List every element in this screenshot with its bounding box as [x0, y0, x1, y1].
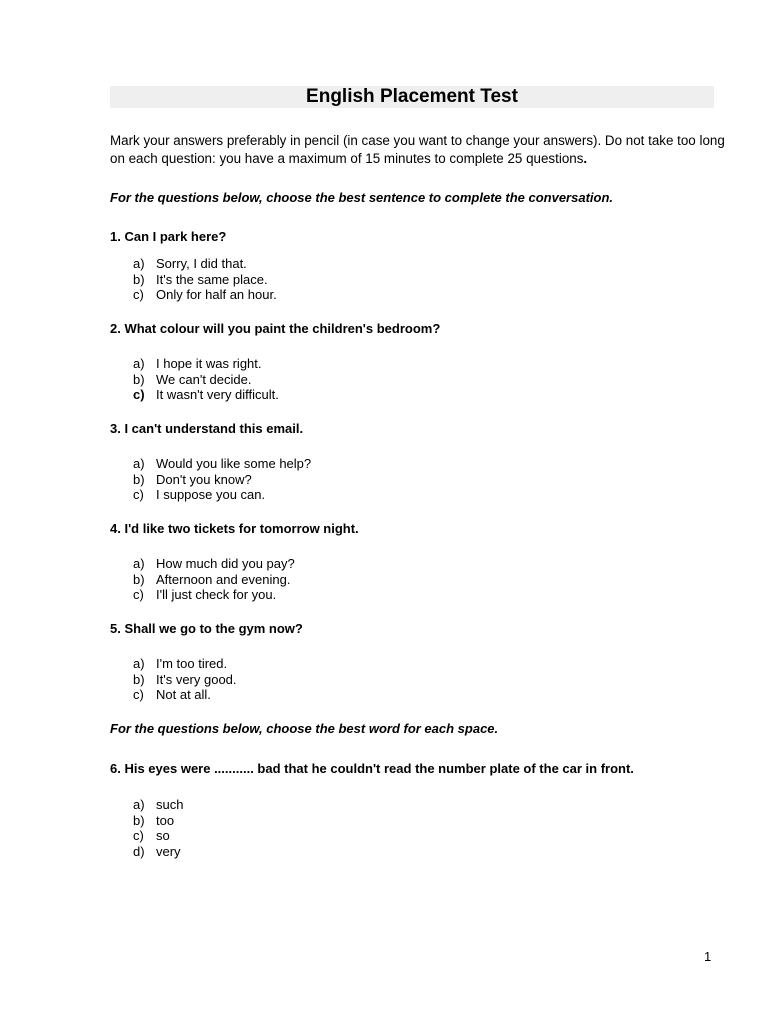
option-b: [133, 472, 311, 488]
option-d: [133, 844, 183, 860]
option-b: [133, 372, 279, 388]
option-c: [133, 487, 311, 503]
option-text: I'll just check for you.: [156, 587, 277, 602]
option-letter: c): [133, 287, 144, 302]
option-a: [133, 256, 277, 272]
option-a: [133, 656, 237, 672]
intro-text: Mark your answers preferably in pencil (in case you want to change your answers). Do not take too long on each question: you have a maximum of 15 minutes to complete 25 questions: [110, 133, 725, 166]
question-6-options: [133, 797, 183, 859]
option-text: Afternoon and evening.: [156, 571, 291, 587]
option-c: [133, 287, 277, 303]
option-b: [133, 813, 183, 829]
option-letter: a): [133, 797, 145, 812]
option-c: [133, 828, 183, 844]
question-1-options: [133, 256, 277, 303]
question-1: 1. Can I park here?: [110, 229, 227, 244]
question-2: 2. What colour will you paint the children's bedroom?: [110, 321, 441, 336]
instruction-word: For the questions below, choose the best word for each space.: [110, 721, 499, 736]
page-number: 1: [704, 949, 712, 964]
question-6: 6. His eyes were ........... bad that he couldn't read the number plate of the car in front.: [110, 761, 634, 776]
option-letter: b): [133, 371, 145, 387]
question-2-options: [133, 356, 279, 403]
option-text: How much did you pay?: [156, 556, 295, 571]
instruction-conversation: For the questions below, choose the best sentence to complete the conversation.: [110, 190, 614, 205]
option-text: so: [156, 828, 170, 843]
question-4-options: [133, 556, 295, 603]
option-text: It wasn't very difficult.: [156, 387, 279, 402]
option-c: [133, 387, 279, 403]
option-letter: b): [133, 812, 145, 828]
option-text: I'm too tired.: [156, 656, 228, 671]
option-text: It's the same place.: [156, 271, 268, 287]
option-letter: c): [133, 387, 145, 402]
page-title: English Placement Test: [110, 86, 714, 108]
option-text: Would you like some help?: [156, 456, 312, 471]
option-text: too: [156, 812, 175, 828]
option-letter: b): [133, 671, 145, 687]
option-b: [133, 572, 295, 588]
option-letter: a): [133, 256, 145, 271]
option-text: Not at all.: [156, 687, 211, 702]
option-text: Sorry, I did that.: [156, 256, 247, 271]
question-4: 4. I'd like two tickets for tomorrow night.: [110, 521, 359, 536]
option-a: [133, 456, 311, 472]
option-c: [133, 687, 237, 703]
intro-paragraph: [110, 132, 725, 168]
option-letter: b): [133, 271, 145, 287]
option-letter: a): [133, 656, 145, 671]
option-a: [133, 556, 295, 572]
option-letter: b): [133, 471, 145, 487]
option-letter: a): [133, 456, 145, 471]
question-3: 3. I can't understand this email.: [110, 421, 304, 436]
question-5: 5. Shall we go to the gym now?: [110, 621, 303, 636]
option-text: very: [156, 843, 181, 859]
option-text: I hope it was right.: [156, 356, 262, 371]
option-text: Only for half an hour.: [156, 287, 277, 302]
option-text: We can't decide.: [156, 371, 252, 387]
option-letter: c): [133, 687, 144, 702]
option-a: [133, 356, 279, 372]
option-letter: c): [133, 487, 144, 502]
option-text: such: [156, 797, 184, 812]
option-text: I suppose you can.: [156, 487, 266, 502]
option-letter: c): [133, 587, 144, 602]
option-letter: c): [133, 828, 144, 843]
option-c: [133, 587, 295, 603]
question-3-options: [133, 456, 311, 503]
option-a: [133, 797, 183, 813]
option-b: [133, 272, 277, 288]
option-letter: b): [133, 571, 145, 587]
option-text: Don't you know?: [156, 471, 252, 487]
option-text: It's very good.: [156, 671, 237, 687]
intro-period: .: [583, 151, 588, 166]
option-b: [133, 672, 237, 688]
option-letter: d): [133, 843, 145, 859]
option-letter: a): [133, 556, 145, 571]
option-letter: a): [133, 356, 145, 371]
question-5-options: [133, 656, 237, 703]
